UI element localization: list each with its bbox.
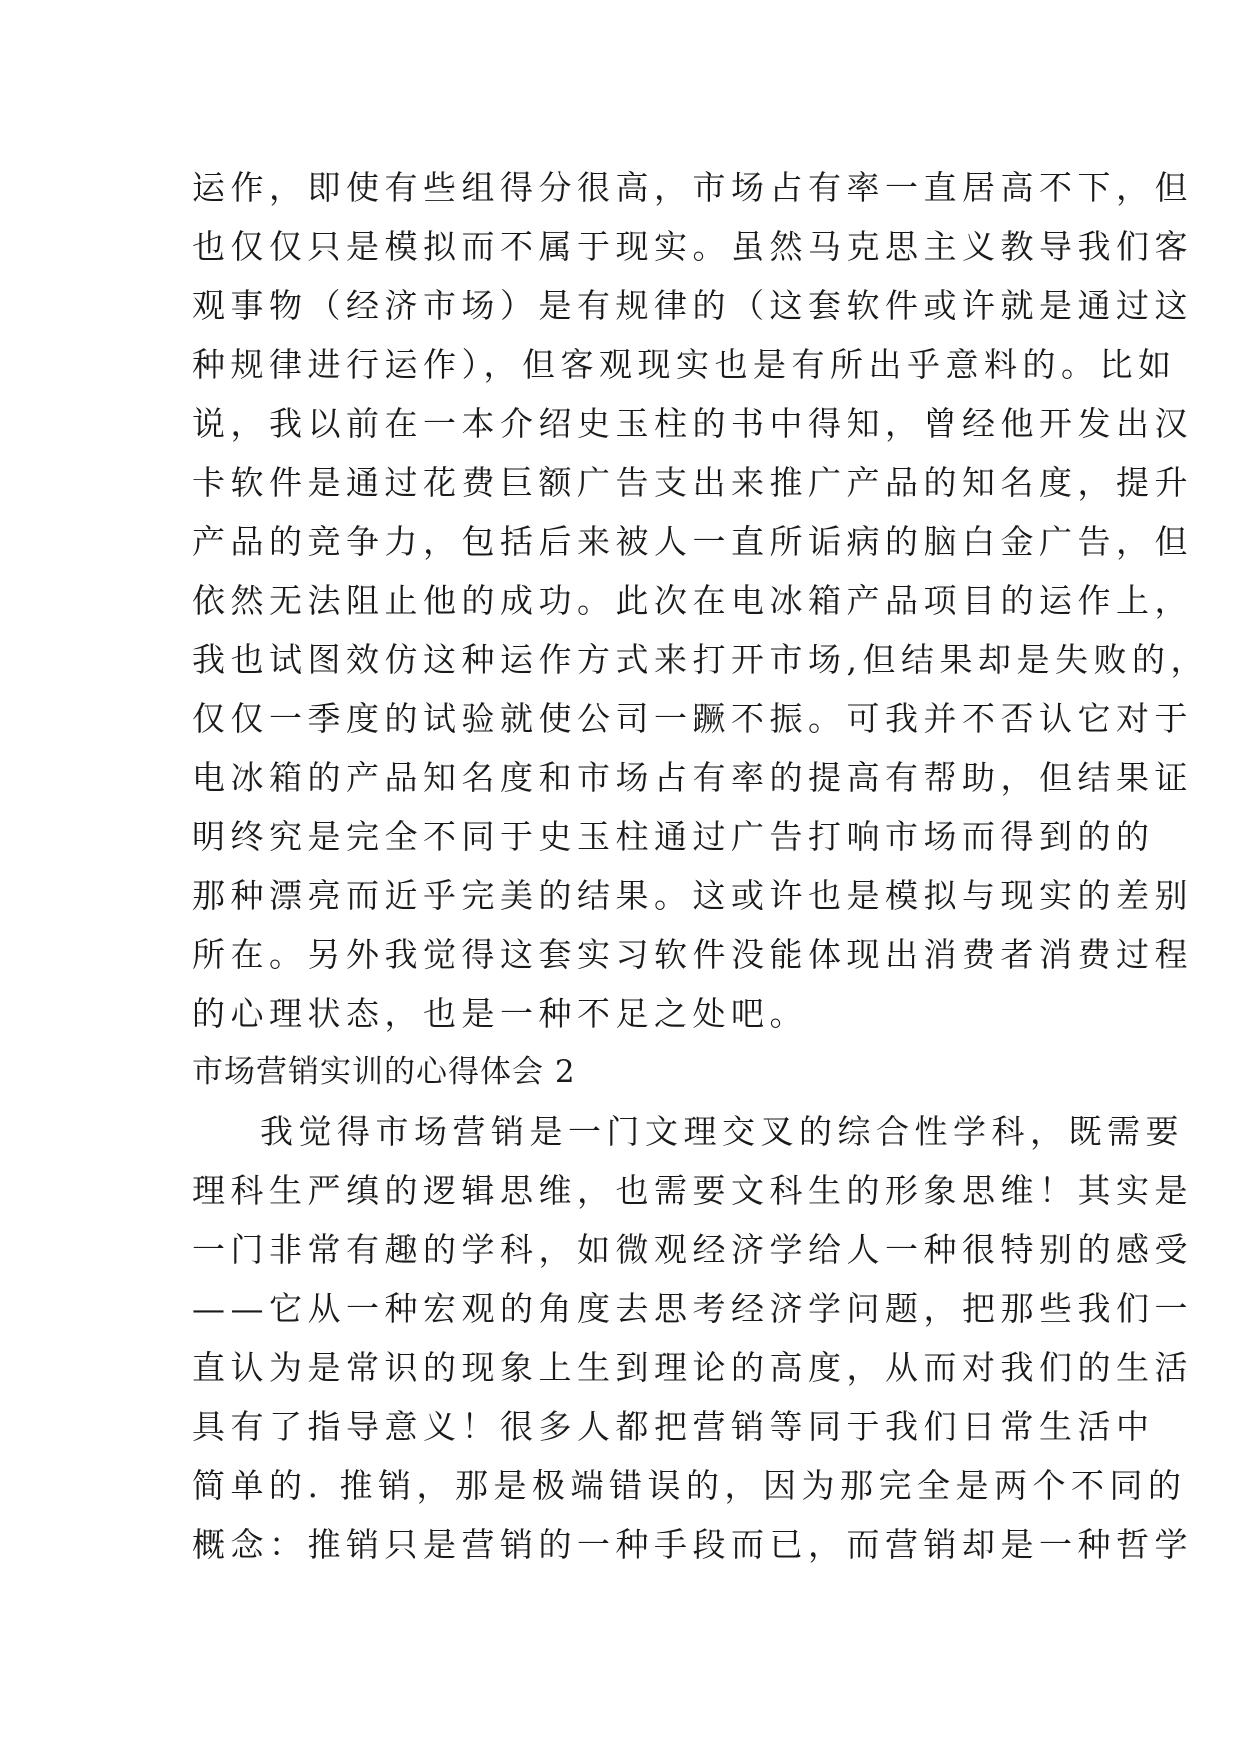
text-line: 也仅仅只是模拟而不属于现实。虽然马克思主义教导我们客	[192, 227, 1193, 266]
text-line: 一门非常有趣的学科，如微观经济学给人一种很特别的感受	[192, 1230, 1193, 1269]
text-line: 产品的竞争力，包括后来被人一直所诟病的脑白金广告，但	[192, 522, 1193, 561]
text-line: 的心理状态，也是一种不足之处吧。	[192, 994, 808, 1033]
text-line: 直认为是常识的现象上生到理论的高度，从而对我们的生活	[192, 1348, 1193, 1387]
text-line: 种规律进行运作），但客观现实也是有所出乎意料的。比如	[192, 345, 1177, 384]
text-line: 我也试图效仿这种运作方式来打开市场,但结果却是失败的，	[192, 640, 1209, 679]
text-line: 我觉得市场营销是一门文理交叉的综合性学科，既需要	[260, 1112, 1184, 1151]
text-line: 概念：推销只是营销的一种手段而已，而营销却是一种哲学	[192, 1525, 1193, 1564]
paragraph-continued	[192, 158, 1209, 1043]
text-line: 卡软件是通过花费巨额广告支出来推广产品的知名度，提升	[192, 463, 1193, 502]
document-body	[192, 158, 1209, 1574]
text-line: 那种漂亮而近乎完美的结果。这或许也是模拟与现实的差别	[192, 876, 1193, 915]
text-line: 电冰箱的产品知名度和市场占有率的提高有帮助，但结果证	[192, 758, 1193, 797]
text-line: 说，我以前在一本介绍史玉柱的书中得知，曾经他开发出汉	[192, 404, 1193, 443]
text-line: 简单的. 推销，那是极端错误的，因为那完全是两个不同的	[192, 1466, 1187, 1505]
text-line: 所在。另外我觉得这套实习软件没能体现出消费者消费过程	[192, 935, 1193, 974]
text-line: 仅仅一季度的试验就使公司一蹶不振。可我并不否认它对于	[192, 699, 1193, 738]
paragraph-intro	[192, 1102, 1193, 1574]
text-line: ——它从一种宏观的角度去思考经济学问题，把那些我们一	[192, 1289, 1193, 1328]
text-line: 运作，即使有些组得分很高，市场占有率一直居高不下，但	[192, 168, 1193, 207]
text-line: 理科生严缜的逻辑思维，也需要文科生的形象思维！其实是	[192, 1171, 1193, 1210]
text-line: 具有了指导意义！很多人都把营销等同于我们日常生活中	[192, 1407, 1155, 1446]
text-line: 明终究是完全不同于史玉柱通过广告打响市场而得到的的	[192, 817, 1155, 856]
section-heading: 市场营销实训的心得体会 2	[192, 1054, 576, 1090]
text-line: 依然无法阻止他的成功。此次在电冰箱产品项目的运作上，	[192, 581, 1193, 620]
text-line: 观事物（经济市场）是有规律的（这套软件或许就是通过这	[192, 286, 1193, 325]
